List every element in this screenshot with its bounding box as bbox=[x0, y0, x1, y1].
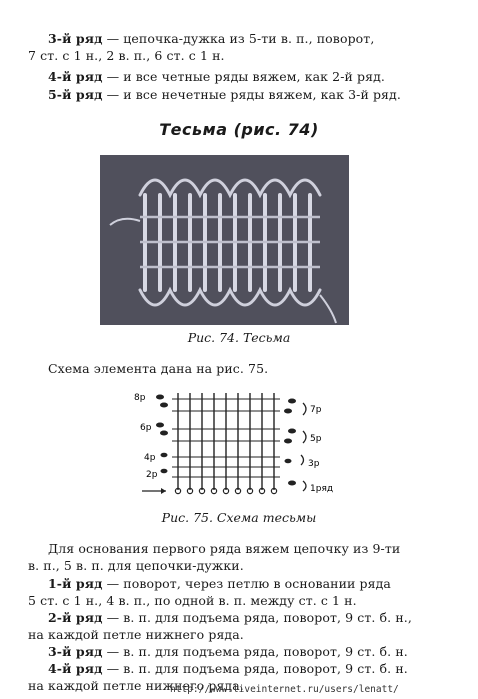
bottom-row3-text: — в. п. для подъема ряда, поворот, 9 ст. б. н. bbox=[102, 644, 408, 659]
row4-paragraph bbox=[28, 68, 458, 85]
scheme-row-5: 5р bbox=[310, 434, 322, 444]
row5-text: — и все нечетные ряды вяжем, как 3-й ряд. bbox=[102, 87, 401, 102]
bottom-row1-text: — поворот, через петлю в основании ряда bbox=[102, 576, 391, 591]
bottom-row4-label: 4-й ряд bbox=[48, 661, 103, 676]
row3-continuation: 7 ст. с 1 н., 2 в. п., 6 ст. с 1 н. bbox=[28, 48, 225, 63]
bottom-row1-paragraph bbox=[28, 575, 458, 609]
crochet-scheme-diagram bbox=[120, 385, 340, 505]
scheme-intro: Схема элемента дана на рис. 75. bbox=[48, 361, 269, 376]
bottom-row2-label: 2-й ряд bbox=[48, 610, 103, 625]
lace-photo bbox=[100, 155, 349, 325]
watermark-url: http://www.liveinternet.ru/users/lenatt/ bbox=[170, 684, 399, 695]
scheme-caption: Рис. 75. Схема тесьмы bbox=[161, 510, 317, 525]
bottom-row1-continuation: 5 ст. с 1 н., 4 в. п., по одной в. п. между ст. с 1 н. bbox=[28, 593, 357, 608]
scheme-row-6: 6р bbox=[140, 423, 152, 433]
base-paragraph bbox=[28, 540, 458, 574]
start-arrow-icon bbox=[142, 488, 166, 494]
row4-text: — и все четные ряды вяжем, как 2-й ряд. bbox=[102, 69, 385, 84]
scheme-row-7: 7р bbox=[310, 405, 322, 415]
scheme-row-2: 2р bbox=[146, 470, 158, 480]
base-line-1: Для основания первого ряда вяжем цепочку из 9-ти bbox=[48, 541, 401, 556]
crochet-scheme bbox=[120, 385, 340, 505]
row4-label: 4-й ряд bbox=[48, 69, 103, 84]
scheme-row-1: 1ряд bbox=[310, 484, 334, 494]
bottom-row2-paragraph bbox=[28, 609, 458, 643]
row3-paragraph bbox=[28, 30, 458, 64]
scheme-intro-paragraph bbox=[28, 360, 458, 377]
photo-caption: Рис. 74. Тесьма bbox=[187, 330, 291, 345]
row5-paragraph bbox=[28, 86, 458, 103]
bottom-row3-label: 3-й ряд bbox=[48, 644, 103, 659]
section-title: Тесьма (рис. 74) bbox=[159, 120, 319, 139]
row3-text: — цепочка-дужка из 5-ти в. п., поворот, bbox=[102, 31, 375, 46]
row5-label: 5-й ряд bbox=[48, 87, 103, 102]
bottom-row3-paragraph bbox=[28, 643, 458, 660]
scheme-row-8: 8р bbox=[134, 393, 146, 403]
bottom-row4-text: — в. п. для подъема ряда, поворот, 9 ст. б. н. bbox=[102, 661, 408, 676]
scheme-row-4: 4р bbox=[144, 453, 156, 463]
bottom-row2-text: — в. п. для подъема ряда, поворот, 9 ст. б. н., bbox=[102, 610, 412, 625]
lace-illustration bbox=[100, 155, 349, 325]
bottom-row1-label: 1-й ряд bbox=[48, 576, 103, 591]
bottom-row2-continuation: на каждой петле нижнего ряда. bbox=[28, 627, 244, 642]
row3-label: 3-й ряд bbox=[48, 31, 103, 46]
base-line-2: в. п., 5 в. п. для цепочки-дужки. bbox=[28, 558, 244, 573]
scheme-row-3: 3р bbox=[308, 459, 320, 469]
bottom-row4-continuation: на каждой петле нижнего ряда. bbox=[28, 678, 244, 693]
